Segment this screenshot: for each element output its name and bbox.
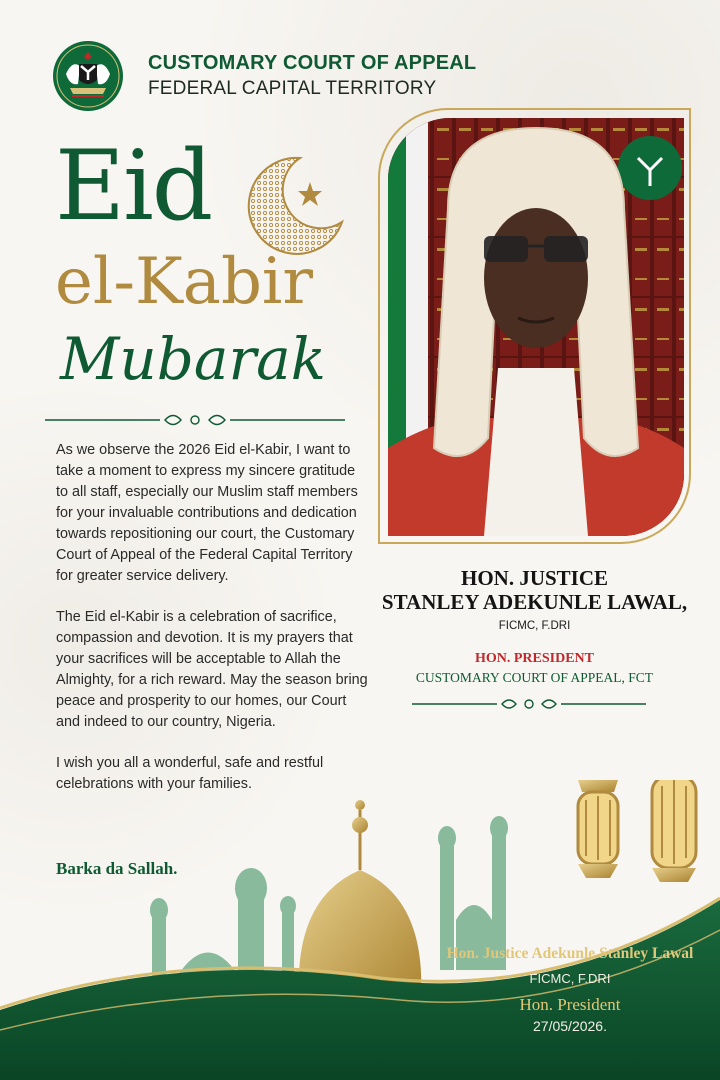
- court-subtitle: FEDERAL CAPITAL TERRITORY: [148, 78, 437, 99]
- profile-qualifications: FICMC, F.DRI: [498, 620, 571, 632]
- ornament-divider: [412, 694, 646, 714]
- greeting-el-kabir: el-Kabir: [55, 245, 313, 319]
- greeting-eid: Eid: [55, 130, 212, 242]
- footer-title: Hon. President: [519, 995, 621, 1014]
- greeting-mubarak: Mubarak: [60, 325, 326, 393]
- profile-title: HON. PRESIDENT: [474, 651, 595, 666]
- footer-date: 27/05/2026.: [533, 1018, 607, 1034]
- lantern-icon: [578, 780, 618, 878]
- ornament-divider: [45, 410, 345, 430]
- portrait-photo: [388, 118, 684, 536]
- lantern-icon: [652, 780, 696, 882]
- message-paragraph: The Eid el-Kabir is a celebration of sacrifice, compassion and devotion. It is my prayers that your sacrifices will be acceptable to Allah the Almighty, for a rich reward. May the season bring peace and prosperity to our homes, our Court and indeed to our country, Nigeria.: [56, 609, 368, 730]
- profile-court: CUSTOMARY COURT OF APPEAL, FCT: [415, 670, 654, 685]
- footer-qualifications: FICMC, F.DRI: [529, 971, 611, 986]
- message-paragraph: I wish you all a wonderful, safe and restful celebrations with your families.: [56, 755, 324, 792]
- signoff: Barka da Sallah.: [56, 859, 178, 878]
- message-paragraph: As we observe the 2026 Eid el-Kabir, I want to take a moment to express my sincere gratitude to all staff, especially our Muslim staff members for your invaluable contributions and dedication towards repositioning our court, the Customary Court of Appeal of the Federal Capital Territory for greater service delivery.: [56, 442, 358, 584]
- message-body: [56, 440, 368, 815]
- footer-name: Hon. Justice Adekunle Stanley Lawal: [446, 945, 694, 962]
- mosque-skyline-decoration: [0, 780, 720, 1080]
- profile-name-line2: STANLEY ADEKUNLE LAWAL,: [381, 590, 688, 614]
- profile-name-line1: HON. JUSTICE: [460, 566, 609, 590]
- crescent-star-icon: [238, 150, 346, 258]
- court-title: CUSTOMARY COURT OF APPEAL: [148, 52, 477, 74]
- nigeria-coat-of-arms-icon: [52, 40, 124, 112]
